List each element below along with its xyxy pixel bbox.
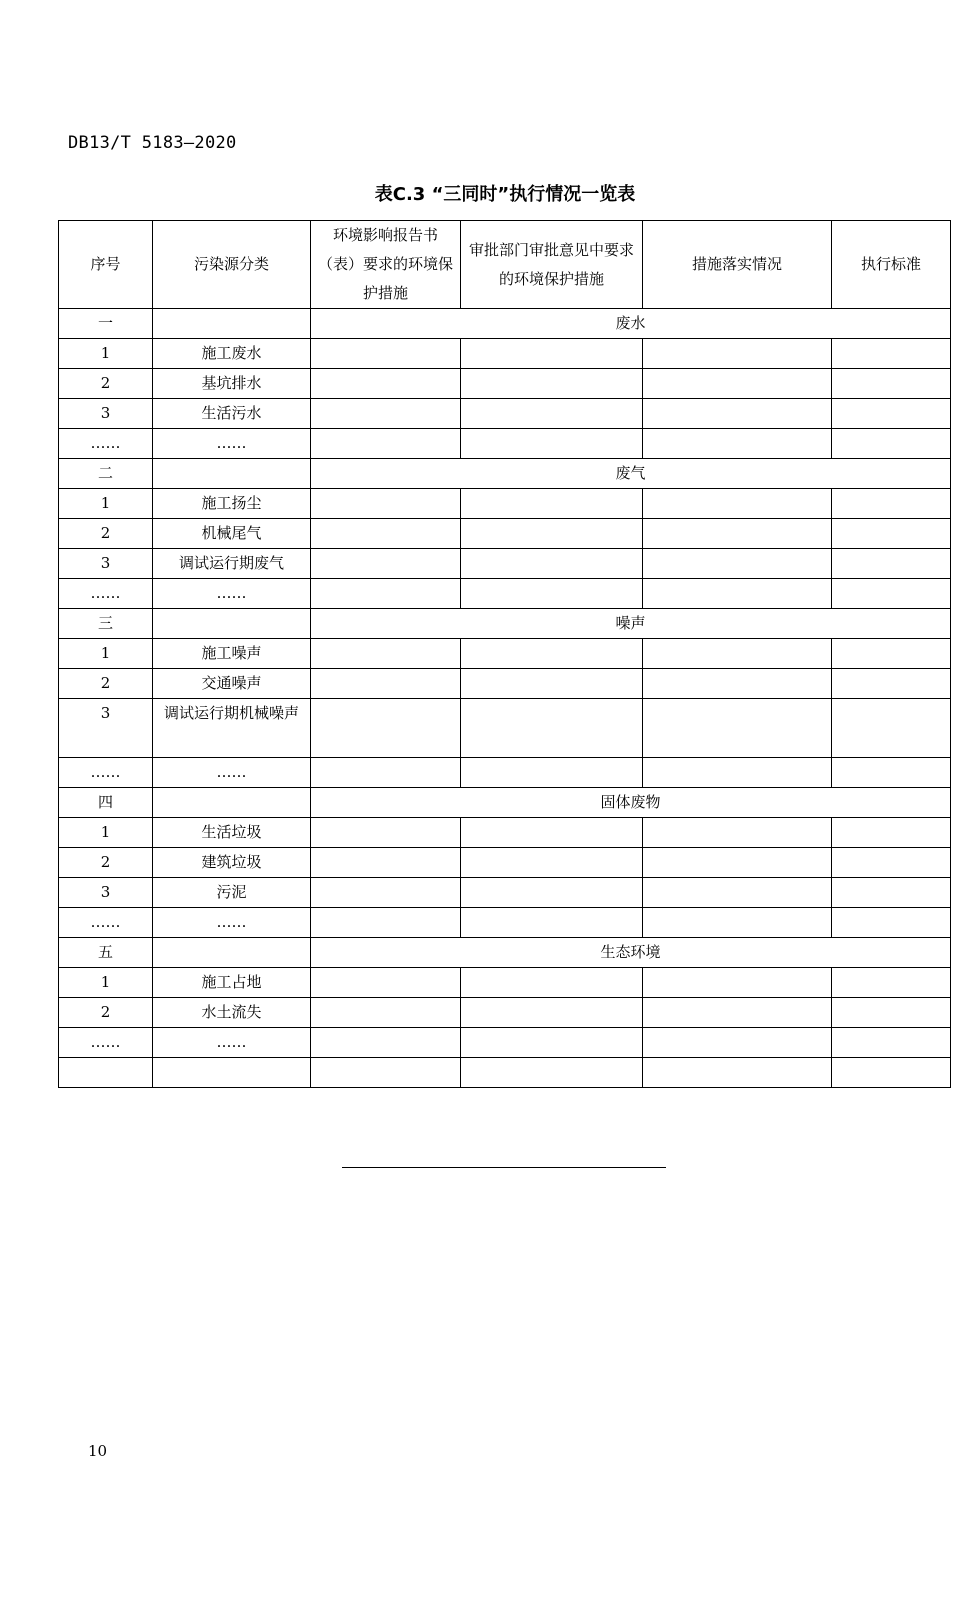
table-header-row [59,221,951,309]
row-number: 3 [59,549,153,579]
section-name: 废水 [311,309,951,339]
source-name: 基坑排水 [153,369,311,399]
end-rule [342,1167,666,1168]
row-number: 3 [59,399,153,429]
row-number: 2 [59,669,153,699]
source-name: 施工扬尘 [153,489,311,519]
section-row [59,309,951,339]
header-cell: 污染源分类 [153,221,311,309]
table-row [59,848,951,878]
row-number: 1 [59,639,153,669]
table-row [59,519,951,549]
source-name: 施工噪声 [153,639,311,669]
row-number: 3 [59,878,153,908]
section-name: 废气 [311,459,951,489]
row-number: 1 [59,968,153,998]
source-name: 调试运行期废气 [153,549,311,579]
row-number: …… [59,429,153,459]
row-number: 3 [59,699,153,758]
source-name: 施工占地 [153,968,311,998]
section-number: 三 [59,609,153,639]
row-number: 2 [59,848,153,878]
row-number: …… [59,908,153,938]
section-row [59,609,951,639]
source-name: 污泥 [153,878,311,908]
section-row [59,938,951,968]
header-cell: 措施落实情况 [643,221,832,309]
table-row [59,908,951,938]
empty-cell [153,309,311,339]
table-row [59,639,951,669]
table-row [59,669,951,699]
empty-row [59,1058,951,1088]
source-name: …… [153,579,311,609]
table-row [59,998,951,1028]
header-cell: 序号 [59,221,153,309]
row-number: 1 [59,818,153,848]
table-row [59,758,951,788]
section-row [59,788,951,818]
source-name: …… [153,908,311,938]
table-row [59,399,951,429]
source-name: 交通噪声 [153,669,311,699]
source-name: …… [153,758,311,788]
table-row [59,818,951,848]
source-name: 水土流失 [153,998,311,1028]
header-cell: 执行标准 [832,221,951,309]
header-cell: 审批部门审批意见中要求的环境保护措施 [461,221,643,309]
section-number: 一 [59,309,153,339]
section-number: 五 [59,938,153,968]
source-name: …… [153,1028,311,1058]
row-number: …… [59,579,153,609]
table-row [59,369,951,399]
table-row [59,1028,951,1058]
section-name: 噪声 [311,609,951,639]
section-row [59,459,951,489]
table-row [59,339,951,369]
three-simultaneous-table [58,220,951,1088]
table-row [59,579,951,609]
table-row [59,968,951,998]
table-title: 表C.3 “三同时”执行情况一览表 [374,184,636,205]
source-name: 调试运行期机械噪声 [153,699,311,758]
source-name: 生活垃圾 [153,818,311,848]
empty-cell [153,609,311,639]
section-number: 二 [59,459,153,489]
empty-cell [153,459,311,489]
section-name: 生态环境 [311,938,951,968]
source-name: 施工废水 [153,339,311,369]
section-name: 固体废物 [311,788,951,818]
table-row [59,699,951,758]
section-number: 四 [59,788,153,818]
row-number: 1 [59,339,153,369]
row-number: 2 [59,519,153,549]
table-row [59,429,951,459]
empty-cell [153,938,311,968]
row-number: 1 [59,489,153,519]
empty-cell [153,788,311,818]
header-cell: 环境影响报告书（表）要求的环境保护措施 [311,221,461,309]
table-row [59,878,951,908]
table-row [59,489,951,519]
page-number: 10 [88,1442,108,1460]
source-name: …… [153,429,311,459]
source-name: 生活污水 [153,399,311,429]
row-number: …… [59,758,153,788]
source-name: 机械尾气 [153,519,311,549]
source-name: 建筑垃圾 [153,848,311,878]
standard-code: DB13/T 5183—2020 [68,133,237,153]
table-row [59,549,951,579]
row-number: …… [59,1028,153,1058]
row-number: 2 [59,369,153,399]
row-number: 2 [59,998,153,1028]
